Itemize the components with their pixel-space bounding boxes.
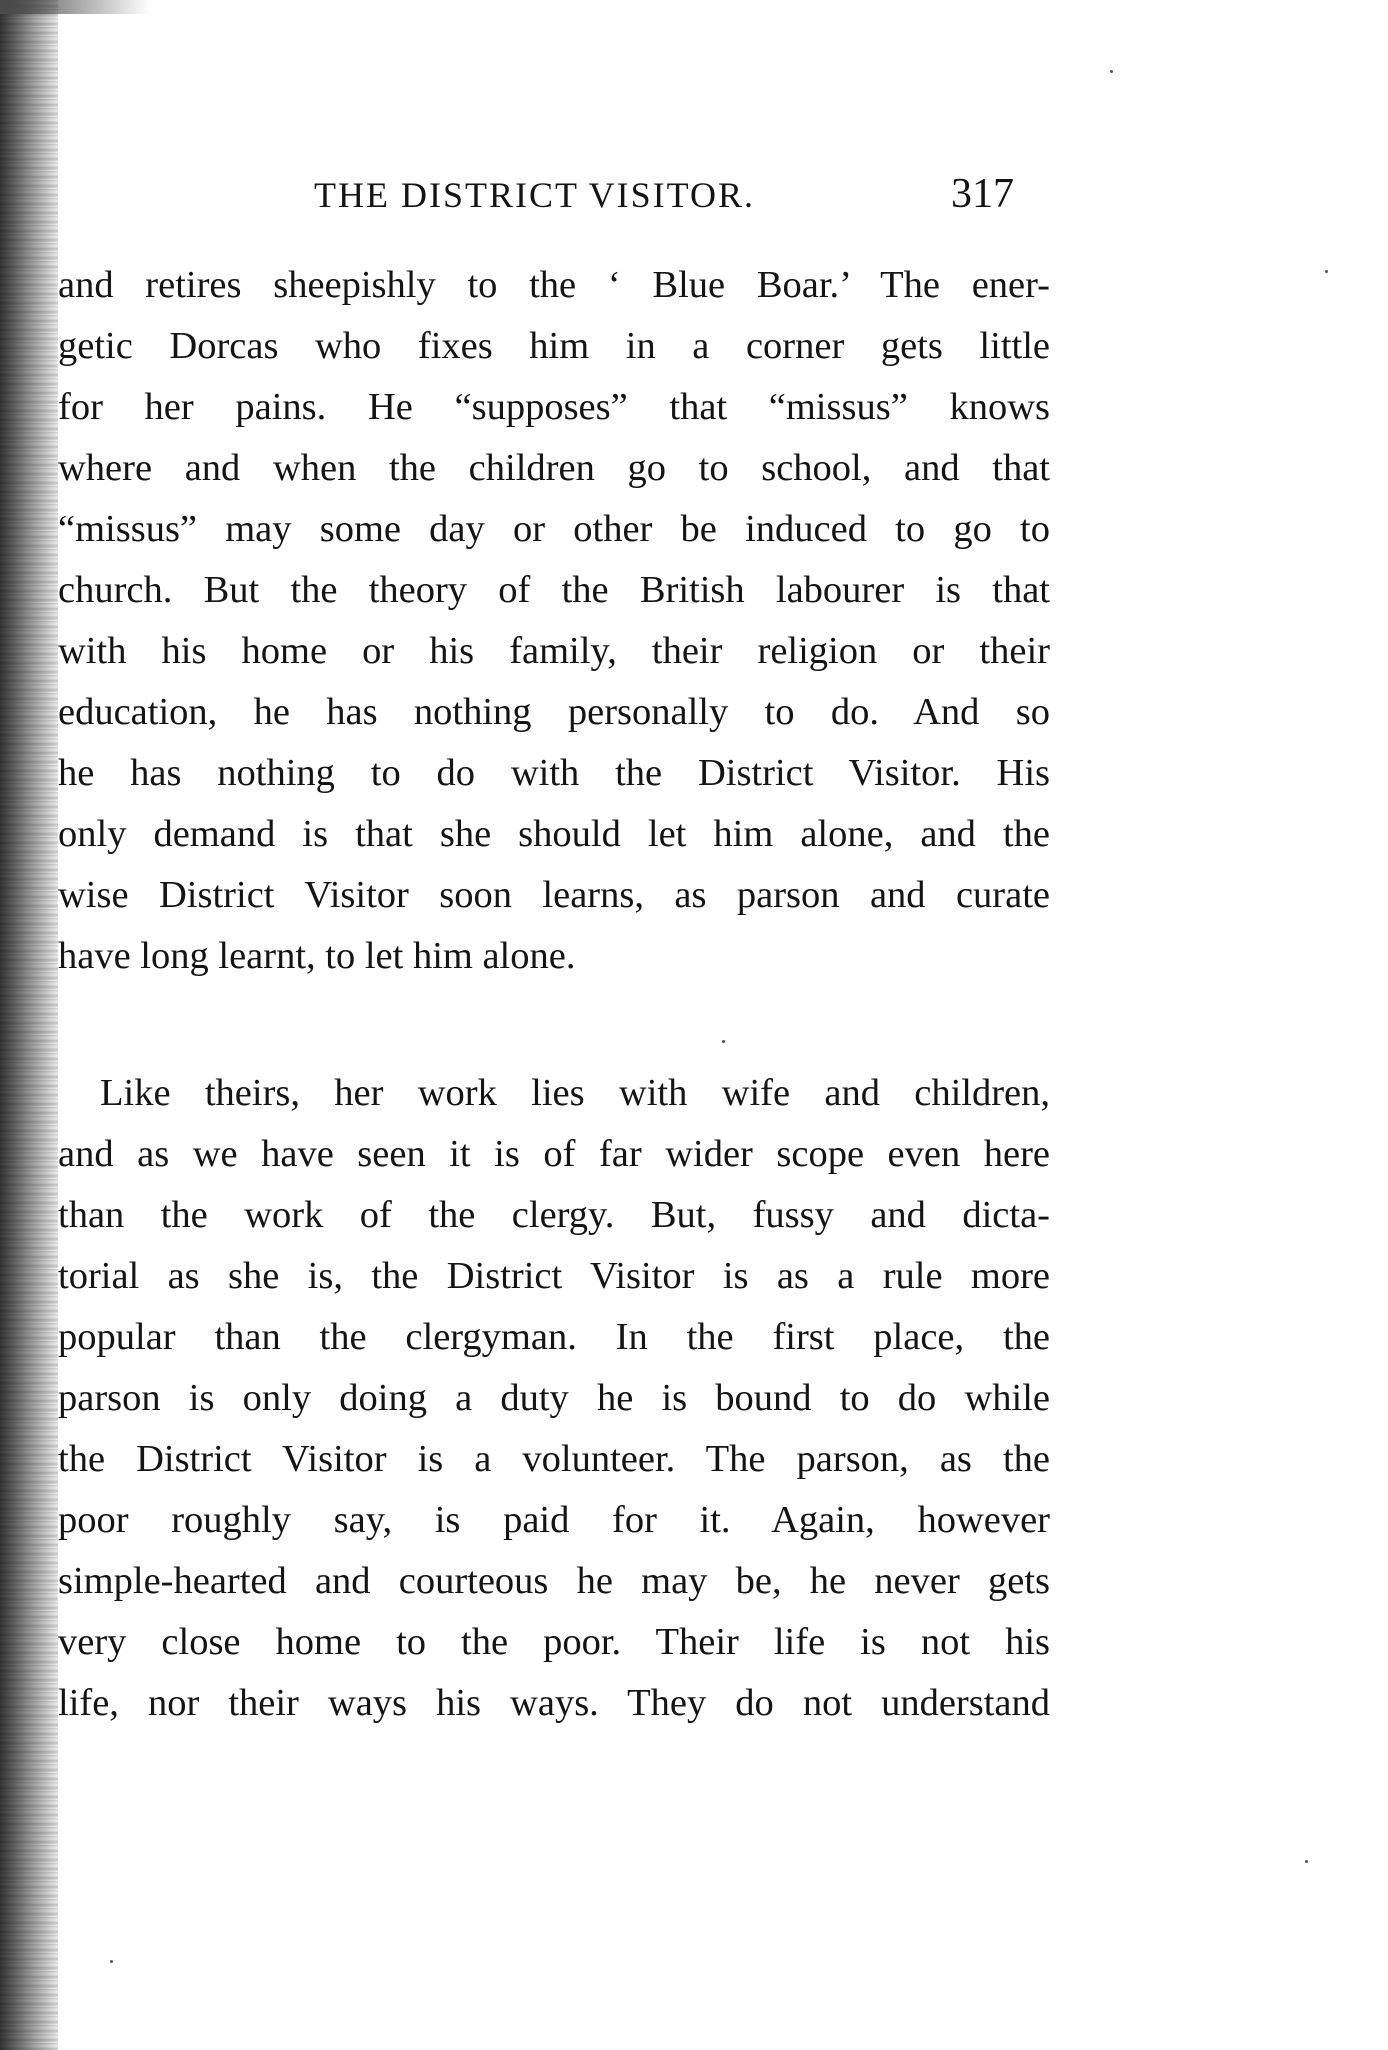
text-line: parson is only doing a duty he is bound to do while (58, 1377, 1050, 1419)
text-line: where and when the children go to school, and that (58, 447, 1050, 489)
text-line: wise District Visitor soon learns, as parson and curate (58, 874, 1050, 916)
text-line: very close home to the poor. Their life is not his (58, 1621, 1050, 1663)
binding-shadow-corner (0, 0, 150, 14)
text-line: for her pains. He “supposes” that “missus” knows (58, 386, 1050, 428)
text-line: with his home or his family, their religion or their (58, 630, 1050, 672)
text-line: Like theirs, her work lies with wife and children, (100, 1072, 1050, 1114)
page-number: 317 (951, 171, 1014, 217)
paper-speck (1305, 1860, 1308, 1863)
text-line: simple-hearted and courteous he may be, he never gets (58, 1560, 1050, 1602)
paper-speck (1325, 270, 1328, 273)
text-line: church. But the theory of the British labourer is that (58, 569, 1050, 611)
text-line: poor roughly say, is paid for it. Again, however (58, 1499, 1050, 1541)
paper-speck (1110, 70, 1113, 73)
text-line: “missus” may some day or other be induced to go to (58, 508, 1050, 550)
text-line: and retires sheepishly to the ‘ Blue Boar.’ The ener- (58, 264, 1050, 306)
text-line: he has nothing to do with the District Visitor. His (58, 752, 1050, 794)
text-line: torial as she is, the District Visitor is as a rule more (58, 1255, 1050, 1297)
text-line: and as we have seen it is of far wider scope even here (58, 1133, 1050, 1175)
binding-shadow (0, 0, 58, 2050)
text-line: education, he has nothing personally to do. And so (58, 691, 1050, 733)
text-line: the District Visitor is a volunteer. The parson, as the (58, 1438, 1050, 1480)
text-line: have long learnt, to let him alone. (58, 935, 576, 977)
paper-speck (722, 1040, 725, 1043)
running-title: THE DISTRICT VISITOR. (314, 175, 756, 215)
text-line: popular than the clergyman. In the first place, the (58, 1316, 1050, 1358)
text-line: only demand is that she should let him alone, and the (58, 813, 1050, 855)
text-line: than the work of the clergy. But, fussy and dicta- (58, 1194, 1050, 1236)
text-line: getic Dorcas who fixes him in a corner gets little (58, 325, 1050, 367)
running-head (58, 170, 1058, 230)
paper-speck (110, 1960, 113, 1963)
text-line: life, nor their ways his ways. They do not understand (58, 1682, 1050, 1724)
